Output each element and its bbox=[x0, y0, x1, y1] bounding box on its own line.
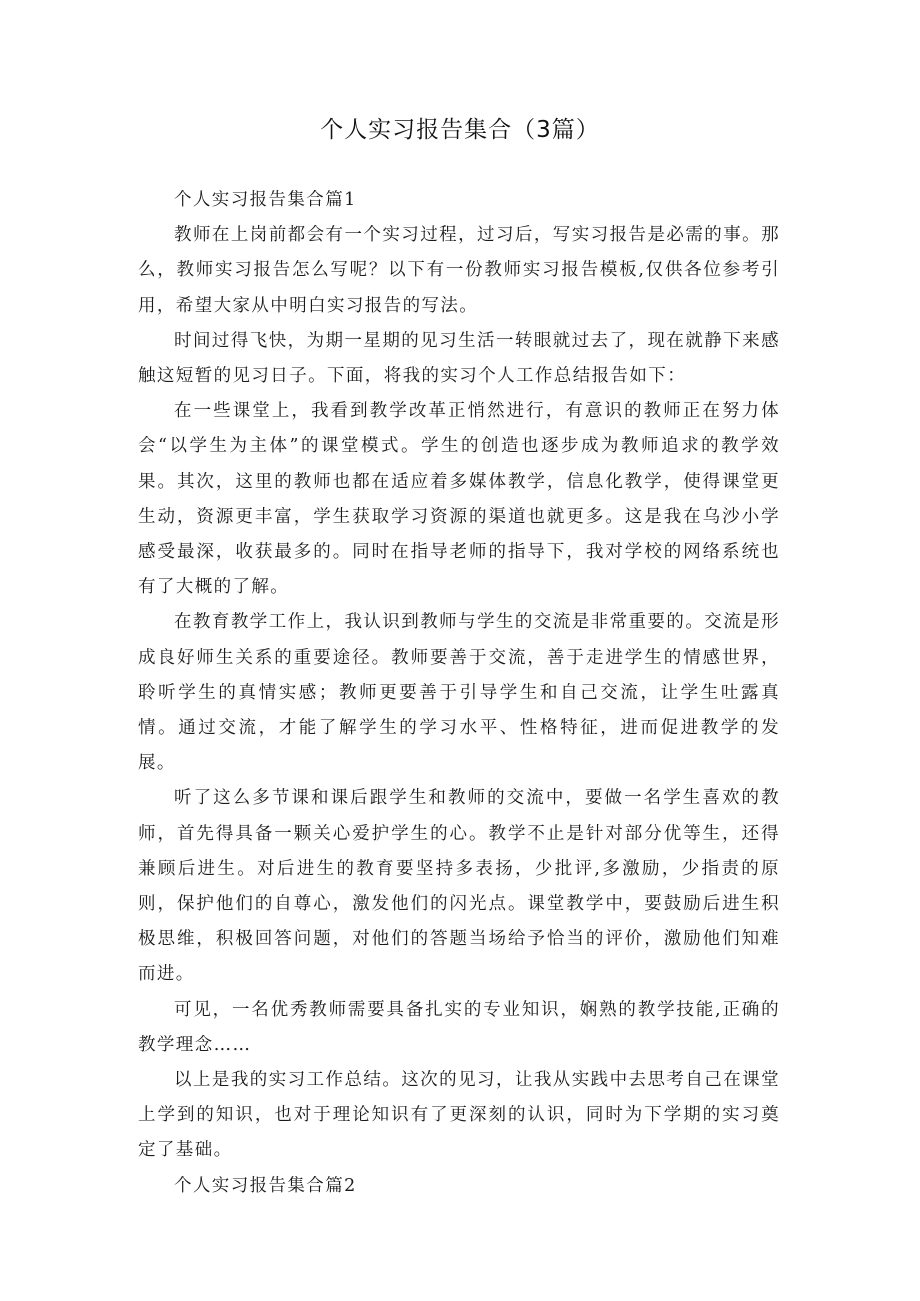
body-paragraph: 时间过得飞快，为期一星期的见习生活一转眼就过去了，现在就静下来感触这短暂的见习日子。下面，将我的实习个人工作总结报告如下： bbox=[138, 330, 780, 387]
body-paragraph: 可见，一名优秀教师需要具备扎实的专业知识，娴熟的教学技能,正确的教学理念…… bbox=[138, 999, 780, 1055]
document-title: 个人实习报告集合（3篇） bbox=[320, 117, 600, 143]
body-paragraph: 听了这么多节课和课后跟学生和教师的交流中，要做一名学生喜欢的教师，首先得具备一颗关心爱护学生的心。教学不止是针对部分优等生，还得兼顾后进生。对后进生的教育要坚持多表扬，少批评,多激励，少指责的原则，保护他们的自尊心，激发他们的闪光点。课堂教学中，要鼓励后进生积极思维，积极回答问题，对他们的答题当场给予恰当的评价，激励他们知难而进。 bbox=[138, 788, 780, 985]
body-paragraph: 在教育教学工作上，我认识到教师与学生的交流是非常重要的。交流是形成良好师生关系的重要途径。教师要善于交流，善于走进学生的情感世界，聆听学生的真情实感；教师更要善于引导学生和自己交流，让学生吐露真情。通过交流，才能了解学生的学习水平、性格特征，进而促进教学的发展。 bbox=[138, 612, 780, 774]
body-paragraph: 在一些课堂上，我看到教学改革正悄然进行，有意识的教师正在努力体会“以学生为主体”的课堂模式。学生的创造也逐步成为教师追求的教学效果。其次，这里的教师也都在适应着多媒体教学，信息化教学，使得课堂更生动，资源更丰富，学生获取学习资源的渠道也就更多。这是我在乌沙小学感受最深，收获最多的。同时在指导老师的指导下，我对学校的网络系统也有了大概的了解。 bbox=[138, 401, 780, 598]
body-paragraph: 教师在上岗前都会有一个实习过程，过习后，写实习报告是必需的事。那么，教师实习报告怎么写呢？以下有一份教师实习报告模板,仅供各位参考引用，希望大家从中明白实习报告的写法。 bbox=[138, 225, 780, 316]
section-heading-2: 个人实习报告集合篇2 bbox=[174, 1175, 357, 1196]
document-body bbox=[138, 183, 780, 1204]
section-heading-1: 个人实习报告集合篇1 bbox=[174, 190, 357, 210]
body-paragraph: 以上是我的实习工作总结。这次的见习，让我从实践中去思考自己在课堂上学到的知识，也对于理论知识有了更深刻的认识，同时为下学期的实习奠定了基础。 bbox=[138, 1070, 780, 1161]
